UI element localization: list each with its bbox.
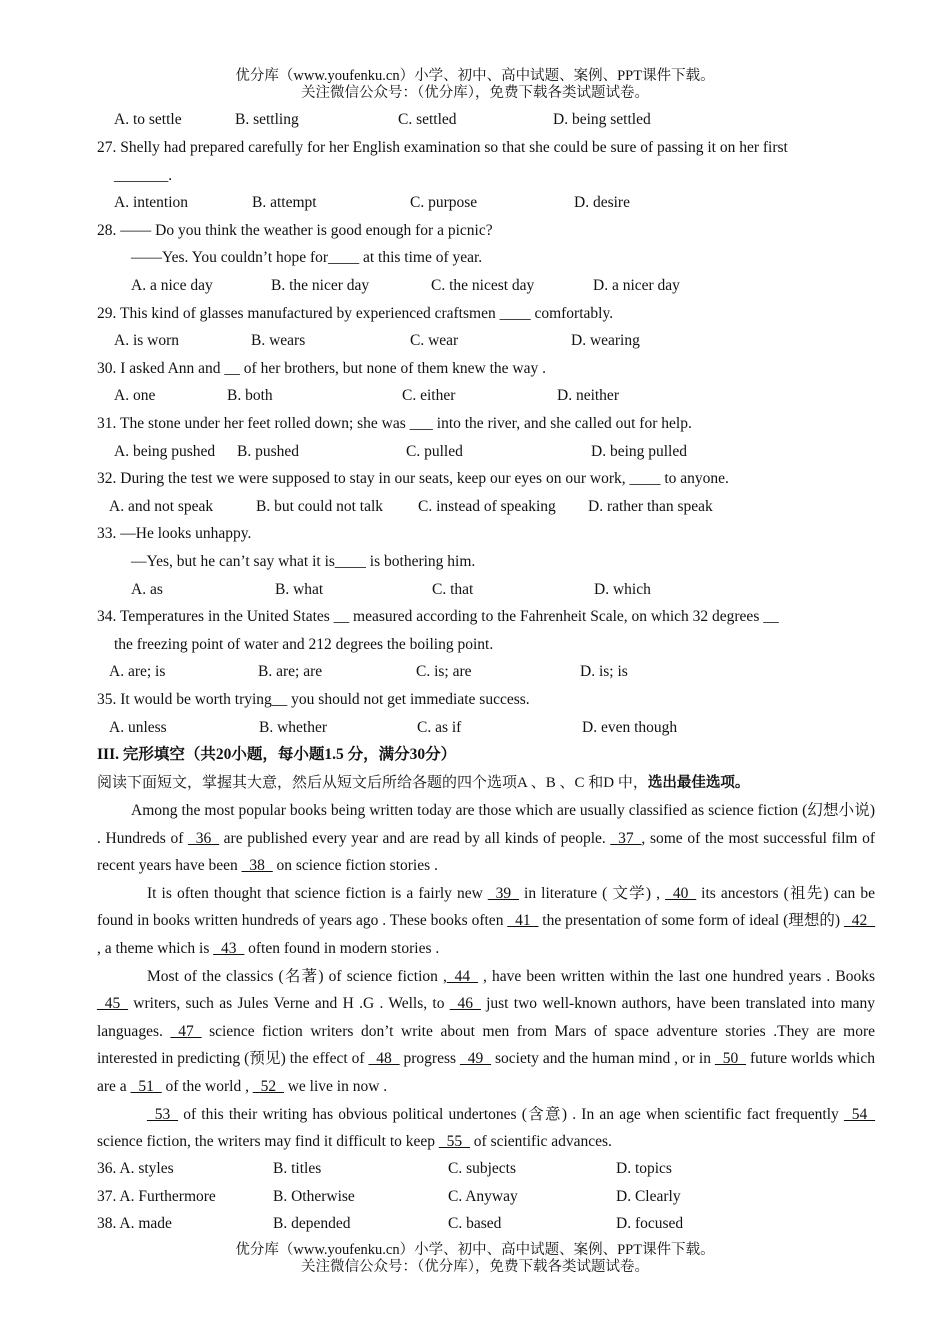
text: of the world , [161, 1077, 253, 1095]
text: It is often thought that science fiction is a fairly new [147, 884, 488, 902]
text: society and the human mind , or in [491, 1050, 715, 1068]
text: of scientific advances. [469, 1133, 612, 1151]
option-c: C. the nicest day [431, 277, 535, 294]
text: of this their writing has obvious political undertones ( [178, 1105, 527, 1123]
option-c: C. based [448, 1215, 502, 1232]
option-a: 38. A. made [97, 1215, 172, 1232]
blank-45: _45_ [97, 995, 128, 1013]
option-d: D. topics [616, 1160, 672, 1177]
option-d: D. wearing [571, 332, 640, 349]
blank-54: _54_ [843, 1105, 875, 1123]
option-b: B. the nicer day [271, 277, 370, 294]
gloss: 祖先 [788, 884, 824, 902]
option-d: D. rather than speak [588, 498, 713, 515]
option-a: A. and not speak [109, 498, 214, 515]
option-a: 36. A. styles [97, 1160, 174, 1177]
option-a: A. one [114, 387, 156, 404]
option-d: D. which [594, 581, 651, 598]
question-27-stem: 27. Shelly had prepared carefully for her English examination so that she could be sure of passing it on her first [97, 139, 788, 156]
text: just two well-known authors, have been translated into many languages. [97, 995, 876, 1040]
option-b: B. both [227, 387, 273, 404]
option-c: C. either [402, 387, 456, 404]
blank-51: _51_ [130, 1077, 162, 1095]
blank-43: _43_ [213, 939, 245, 957]
text: future worlds which are a [97, 1050, 875, 1095]
gloss: 理想的 [788, 912, 835, 930]
footer-line-2: 关注微信公众号：（优分库），免费下载各类试题试卷。 [301, 1259, 649, 1275]
text: ) . In an age when scientific fact frequently [561, 1105, 844, 1123]
option-c: C. Anyway [448, 1188, 518, 1205]
option-a: A. intention [114, 194, 189, 211]
option-b: B. what [275, 581, 324, 598]
question-35-stem: 35. It would be worth trying__ you should not get immediate success. [97, 691, 530, 708]
blank-50: _50_ [714, 1050, 746, 1068]
option-c: C. instead of speaking [418, 498, 556, 515]
option-b: B. wears [251, 332, 306, 349]
option-b: B. titles [273, 1160, 322, 1177]
text: , a theme which is [97, 939, 214, 957]
cloze-passage [97, 797, 875, 1156]
option-d: D. neither [557, 387, 619, 404]
text: , some of the most successful film of recent years have been [97, 829, 876, 875]
option-d: D. being settled [553, 111, 651, 128]
text: ) . Hundreds of [97, 802, 875, 847]
option-b: B. settling [235, 111, 299, 128]
question-32-stem: 32. During the test we were supposed to stay in our seats, keep our eyes on our work, ____ to anyone. [97, 470, 729, 487]
text: in literature ( [518, 884, 613, 902]
text: progress [399, 1050, 461, 1068]
gloss: 含意 [526, 1105, 562, 1123]
question-30-stem: 30. I asked Ann and __ of her brothers, but none of them knew the way . [97, 360, 546, 377]
option-a: A. a nice day [131, 277, 213, 294]
passage-paragraph-4 [97, 1101, 875, 1156]
blank-36: _36_ [188, 829, 220, 847]
passage-paragraph-2 [97, 880, 875, 963]
blank-55: _55_ [438, 1133, 470, 1151]
option-c: C. pulled [406, 443, 463, 460]
option-c: C. purpose [410, 194, 478, 211]
instruction-text: 阅读下面短文，掌握其大意，然后从短文后所给各题的四个选项A 、B 、C 和D 中， [97, 775, 648, 791]
passage-paragraph-3 [97, 963, 875, 1101]
option-b: B. attempt [252, 194, 317, 211]
question-28-stem: 28. —— Do you think the weather is good enough for a picnic? [97, 222, 493, 239]
gloss: 预见 [249, 1050, 281, 1068]
option-a: 37. A. Furthermore [97, 1188, 216, 1205]
option-b: B. pushed [237, 443, 299, 460]
blank-46: _46_ [449, 995, 481, 1013]
option-a: A. as [131, 581, 163, 598]
passage-paragraph-1 [97, 797, 875, 880]
option-d: D. a nicer day [593, 277, 680, 294]
blank-40: _40_ [665, 884, 697, 902]
section-3-instruction [97, 773, 749, 793]
footer-line-1: 优分库（www.youfenku.cn）小学、初中、高中试题、案例、PPT课件下载。 [235, 1242, 715, 1258]
page-footer [0, 1242, 950, 1276]
option-c: C. is; are [416, 663, 472, 680]
text: are published every year and are read by all kinds of people. [219, 829, 611, 847]
text: ) the effect of [280, 1050, 369, 1068]
text: on science fiction stories . [272, 857, 438, 875]
blank-39: _39_ [487, 884, 519, 902]
blank-49: _49_ [460, 1050, 492, 1068]
option-c: C. that [432, 581, 474, 598]
page-header [0, 68, 950, 102]
option-a: A. being pushed [114, 443, 216, 460]
text: science fiction writers don’t write about men from Mars of space adventure stories .They are more interested in predicting ( [97, 1022, 876, 1068]
option-d: D. Clearly [616, 1188, 681, 1205]
text: Most of the classics ( [147, 967, 284, 985]
gloss: 名著 [283, 967, 319, 985]
question-31-stem: 31. The stone under her feet rolled down; she was ___ into the river, and she called out for help. [97, 415, 692, 432]
option-b: B. depended [273, 1215, 351, 1232]
blank-37: _37_ [610, 829, 642, 847]
question-33-stem-2: —Yes, but he can’t say what it is____ is bothering him. [131, 553, 476, 570]
question-29-stem: 29. This kind of glasses manufactured by experienced craftsmen ____ comfortably. [97, 305, 614, 322]
header-line-1: 优分库（www.youfenku.cn）小学、初中、高中试题、案例、PPT课件下载。 [235, 68, 715, 84]
blank-52: _52_ [252, 1077, 284, 1095]
option-b: B. are; are [258, 663, 323, 680]
option-a: A. unless [109, 719, 167, 736]
question-28-stem-2: ——Yes. You couldn’t hope for____ at this time of year. [131, 249, 483, 266]
blank-53: _53_ [147, 1105, 178, 1123]
option-d: D. even though [582, 719, 678, 736]
gloss: 文学 [612, 884, 646, 902]
option-d: D. desire [574, 194, 630, 211]
text: ) of science fiction , [318, 967, 447, 985]
gloss: 幻想小说 [807, 802, 870, 819]
text: often found in modern stories . [244, 939, 440, 957]
blank-41: _41_ [507, 912, 539, 930]
header-line-2: 关注微信公众号：（优分库），免费下载各类试题试卷。 [301, 85, 649, 101]
option-b: B. whether [259, 719, 328, 736]
option-c: C. settled [398, 111, 457, 128]
text: the presentation of some form of ideal ( [538, 912, 789, 930]
text: Among the most popular books being written today are those which are usually classified as science fiction ( [131, 802, 808, 819]
section-3-title: III. 完形填空（共20小题，每小题1.5 分，满分30分） [97, 746, 457, 763]
question-34-stem-2: the freezing point of water and 212 degrees the boiling point. [114, 636, 494, 653]
option-d: D. focused [616, 1215, 684, 1232]
option-d: D. is; is [580, 663, 628, 680]
blank-48: _48_ [368, 1050, 400, 1068]
option-c: C. subjects [448, 1160, 517, 1177]
text: ) [834, 912, 844, 930]
option-a: A. to settle [114, 111, 182, 128]
instruction-emphasis: 选出最佳选项。 [647, 775, 750, 791]
text: ) can be found in books written hundreds of years ago . These books often [97, 884, 875, 930]
option-d: D. being pulled [591, 443, 687, 460]
question-27-blank: _______. [114, 167, 173, 184]
option-a: A. is worn [114, 332, 180, 349]
blank-42: _42_ [843, 912, 875, 930]
text: ) , [645, 884, 666, 902]
option-c: C. wear [410, 332, 459, 349]
blank-47: _47_ [170, 1022, 202, 1040]
text: science fiction, the writers may find it difficult to keep [97, 1133, 439, 1151]
option-b: B. Otherwise [273, 1188, 355, 1205]
text: we live in now . [283, 1077, 388, 1095]
option-c: C. as if [417, 719, 462, 736]
question-33-stem: 33. —He looks unhappy. [97, 525, 252, 542]
question-34-stem: 34. Temperatures in the United States __ measured according to the Fahrenheit Scale, on which 32 degrees __ [97, 608, 779, 625]
text: , have been written within the last one hundred years . Books [477, 967, 875, 985]
blank-44: _44_ [446, 967, 478, 985]
option-b: B. but could not talk [256, 498, 384, 515]
text: its ancestors ( [696, 884, 789, 902]
blank-38: _38_ [241, 857, 273, 875]
text: writers, such as Jules Verne and H .G . Wells, to [128, 995, 450, 1013]
option-a: A. are; is [109, 663, 166, 680]
